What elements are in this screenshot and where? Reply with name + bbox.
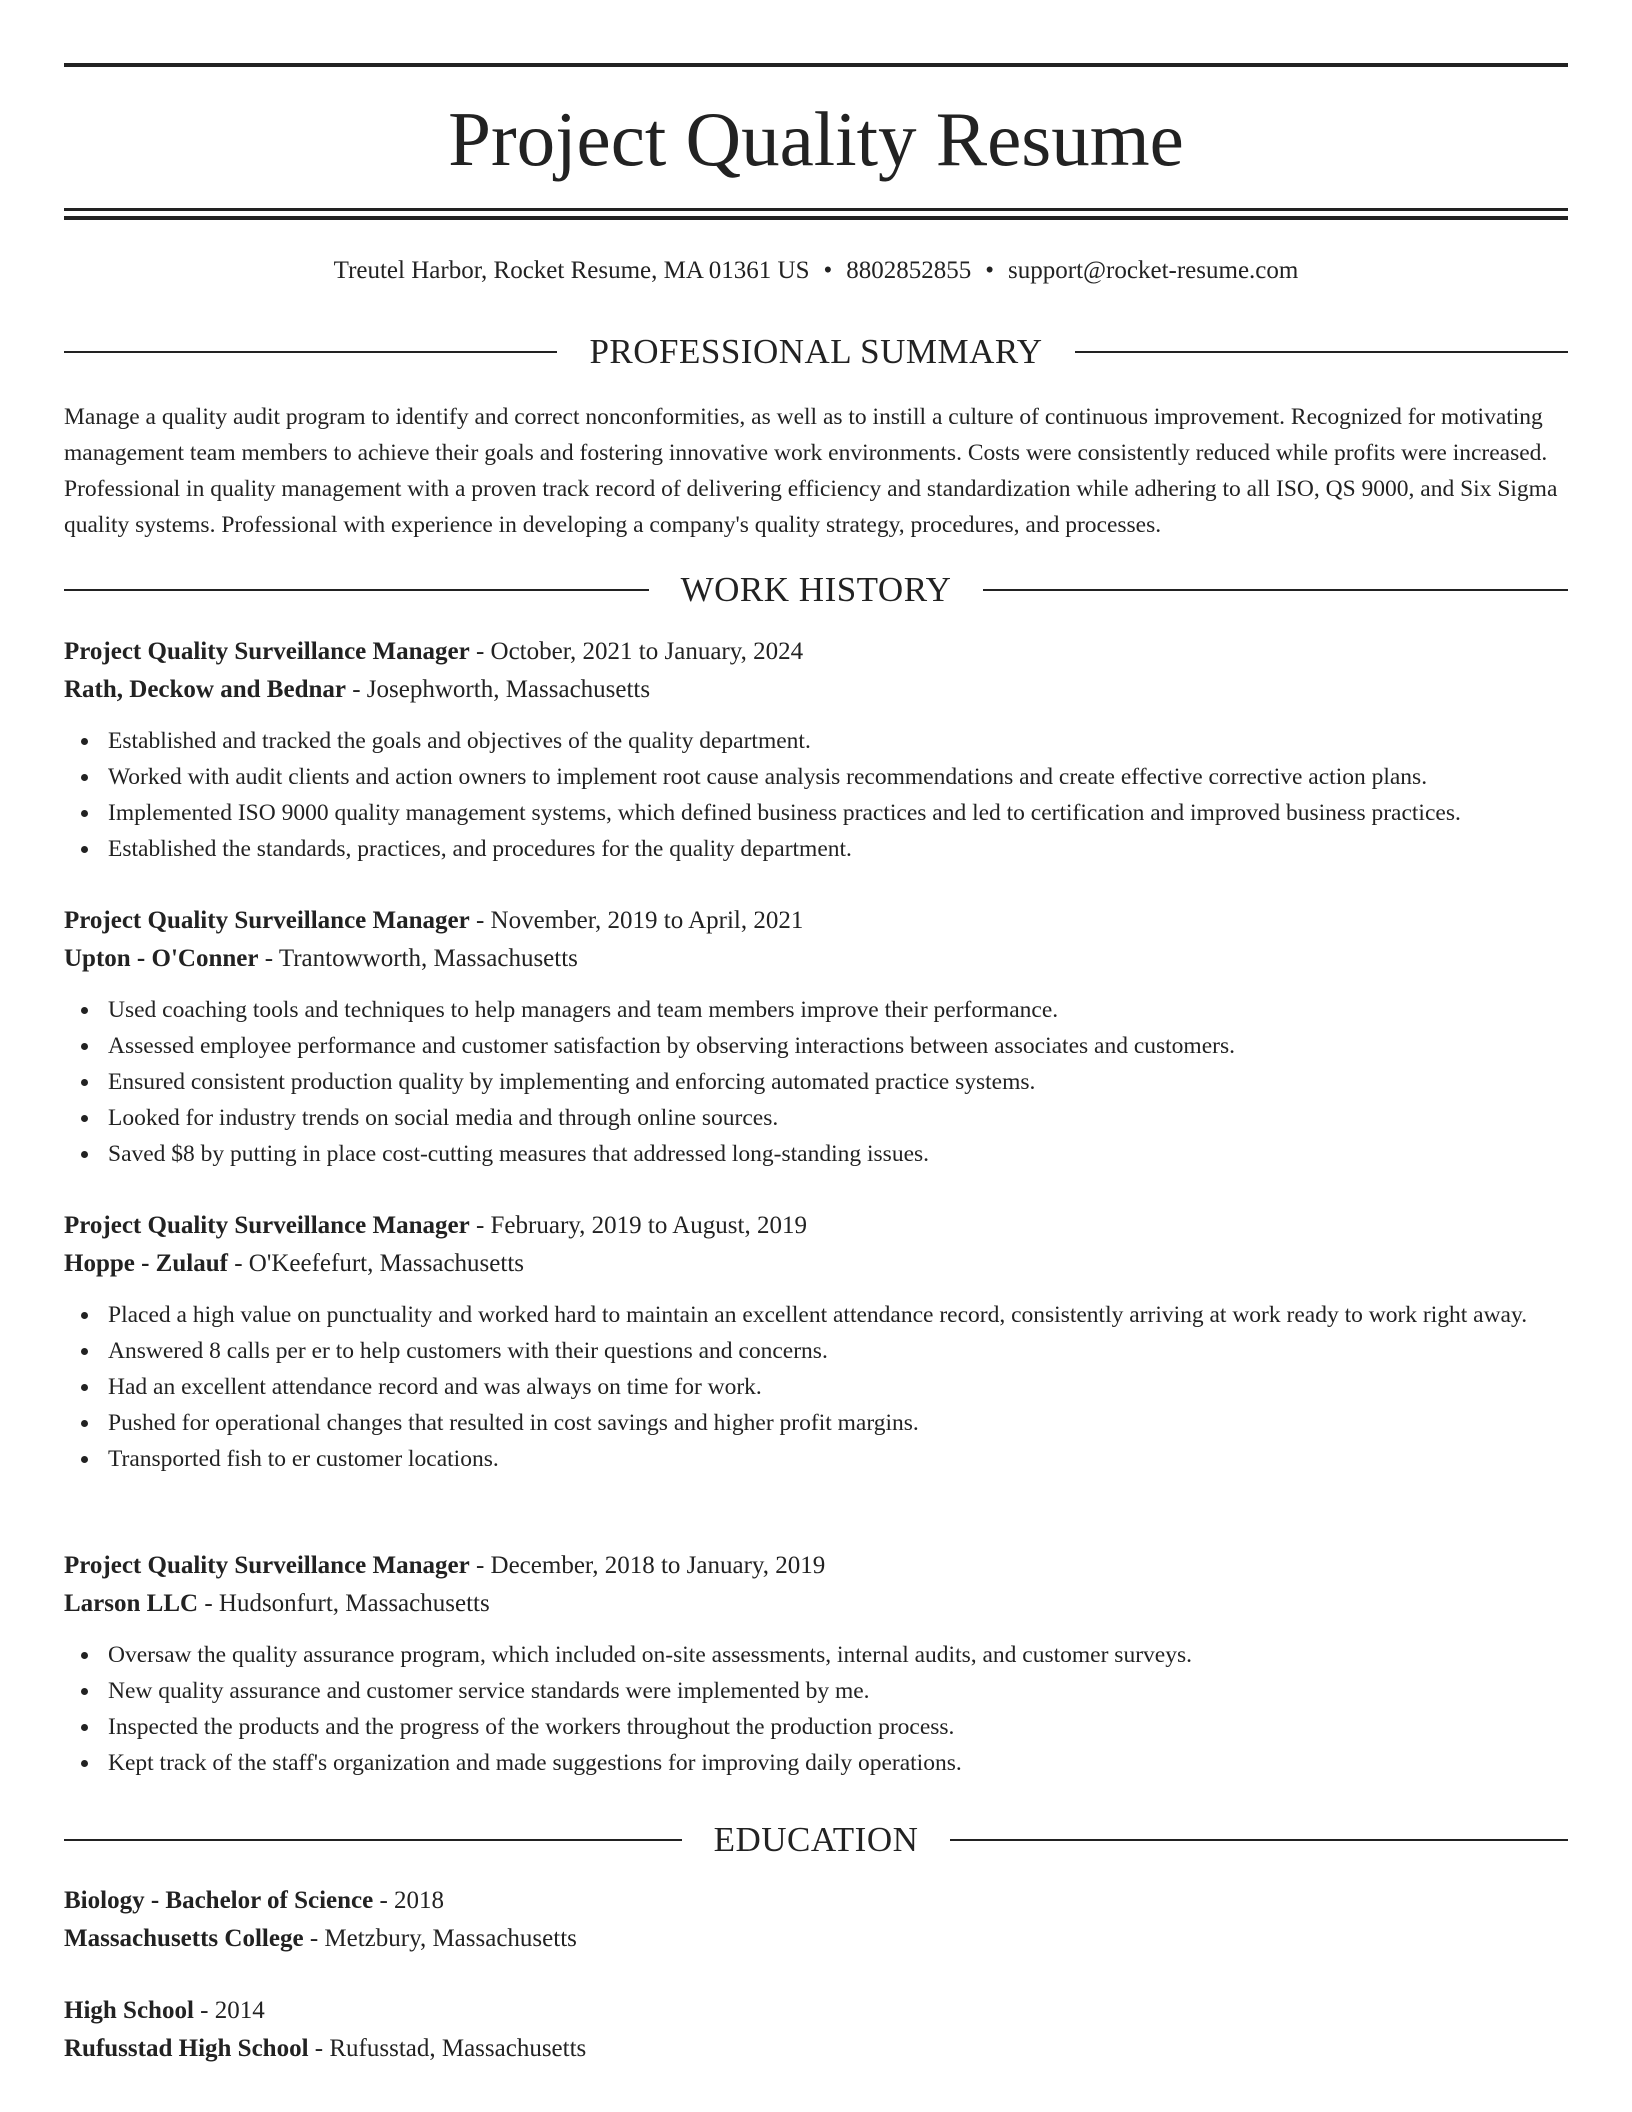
job-dates: - November, 2019 to April, 2021 (469, 907, 804, 934)
job-title-line (64, 633, 1568, 671)
education-location: - Metzbury, Massachusetts (303, 1925, 577, 1952)
job-bullets (64, 723, 1568, 867)
job-location: - O'Keefefurt, Massachusetts (227, 1250, 525, 1277)
job-bullet: Transported fish to er customer locations. (108, 1441, 1568, 1477)
heading-rule-left (64, 1839, 682, 1841)
top-rule (64, 63, 1568, 67)
title-rule-upper (64, 208, 1568, 211)
education-school-line (64, 1920, 1568, 1958)
education-school-line (64, 2030, 1568, 2068)
job-title: Project Quality Surveillance Manager (64, 1212, 470, 1239)
job-bullet: Oversaw the quality assurance program, which included on-site assessments, internal audits, and customer surveys. (108, 1637, 1568, 1673)
resume-title: Project Quality Resume (448, 96, 1184, 182)
job-bullet: Saved $8 by putting in place cost-cutting measures that addressed long-standing issues. (108, 1136, 1568, 1172)
job-dates: - October, 2021 to January, 2024 (469, 638, 804, 665)
job-title: Project Quality Surveillance Manager (64, 1552, 470, 1579)
contact-address: Treutel Harbor, Rocket Resume, MA 01361 US (333, 257, 810, 284)
job-company-line (64, 940, 1568, 978)
job-title: Project Quality Surveillance Manager (64, 638, 470, 665)
education-school: Massachusetts College (64, 1925, 304, 1952)
job-bullets (64, 1637, 1568, 1781)
job-bullet: Looked for industry trends on social media and through online sources. (108, 1100, 1568, 1136)
education-degree-line (64, 1992, 1568, 2030)
contact-phone: 8802852855 (846, 257, 972, 284)
job-bullet: Answered 8 calls per er to help customers with their questions and concerns. (108, 1333, 1568, 1369)
job-company: Hoppe - Zulauf (64, 1250, 228, 1277)
job-company-line (64, 1245, 1568, 1283)
contact-line (64, 253, 1568, 289)
heading-rule-left (64, 589, 649, 591)
contact-separator: • (823, 257, 833, 284)
education-school: Rufusstad High School (64, 2035, 309, 2062)
professional-summary: Manage a quality audit program to identify and correct nonconformities, as well as to instill a culture of continuous improvement. Recognized for motivating management team members to achieve their goals and fostering innovative work environments. Costs were consistently reduced while profits were increased. Professional in quality management with a proven track record of delivering efficiency and standardization while adhering to all ISO, QS 9000, and Six Sigma quality systems. Professional with experience in developing a company's quality strategy, procedures, and processes. (64, 404, 1558, 538)
job-bullet: Assessed employee performance and customer satisfaction by observing interactions between associates and customers. (108, 1028, 1568, 1064)
job-bullet: Had an excellent attendance record and was always on time for work. (108, 1369, 1568, 1405)
title-rule-lower (64, 216, 1568, 220)
job-company-line (64, 671, 1568, 709)
education-year: - 2014 (193, 1997, 265, 2024)
job-bullet: Worked with audit clients and action owners to implement root cause analysis recommendations and create effective corrective action plans. (108, 759, 1568, 795)
summary-heading (64, 330, 1568, 374)
job-entry (64, 1207, 1568, 1477)
job-location: - Hudsonfurt, Massachusetts (198, 1590, 490, 1617)
education-degree: High School (64, 1997, 194, 2024)
summary-heading-label: PROFESSIONAL SUMMARY (589, 332, 1043, 371)
education-entry (64, 1992, 1568, 2068)
job-title-line (64, 902, 1568, 940)
contact-email: support@rocket-resume.com (1008, 257, 1299, 284)
heading-rule-right (950, 1839, 1568, 1841)
job-location: - Trantowworth, Massachusetts (258, 945, 578, 972)
job-dates: - December, 2018 to January, 2019 (469, 1552, 826, 1579)
education-degree-line (64, 1882, 1568, 1920)
education-year: - 2018 (373, 1887, 445, 1914)
job-bullet: Inspected the products and the progress of the workers throughout the production process. (108, 1709, 1568, 1745)
job-entry (64, 1547, 1568, 1781)
job-title-line (64, 1207, 1568, 1245)
job-title-line (64, 1547, 1568, 1585)
job-bullet: Kept track of the staff's organization and made suggestions for improving daily operations. (108, 1745, 1568, 1781)
work-history-heading (64, 568, 1568, 612)
job-entry (64, 633, 1568, 867)
job-dates: - February, 2019 to August, 2019 (469, 1212, 807, 1239)
job-company: Larson LLC (64, 1590, 199, 1617)
heading-rule-right (983, 589, 1568, 591)
job-bullets (64, 1297, 1568, 1477)
heading-rule-left (64, 351, 557, 353)
heading-rule-right (1075, 351, 1568, 353)
job-bullet: Established and tracked the goals and objectives of the quality department. (108, 723, 1568, 759)
contact-separator: • (985, 257, 995, 284)
job-bullets (64, 992, 1568, 1172)
job-company: Upton - O'Conner (64, 945, 259, 972)
job-bullet: Established the standards, practices, and procedures for the quality department. (108, 831, 1568, 867)
job-company-line (64, 1585, 1568, 1623)
job-bullet: Ensured consistent production quality by implementing and enforcing automated practice systems. (108, 1064, 1568, 1100)
education-heading (64, 1818, 1568, 1862)
education-entry (64, 1882, 1568, 1958)
job-bullet: Pushed for operational changes that resulted in cost savings and higher profit margins. (108, 1405, 1568, 1441)
job-bullet: Placed a high value on punctuality and worked hard to maintain an excellent attendance record, consistently arriving at work ready to work right away. (108, 1297, 1568, 1333)
education-heading-label: EDUCATION (713, 1820, 919, 1859)
education-location: - Rufusstad, Massachusetts (308, 2035, 587, 2062)
job-entry (64, 902, 1568, 1172)
job-bullet: Implemented ISO 9000 quality management systems, which defined business practices and led to certification and improved business practices. (108, 795, 1568, 831)
job-bullet: Used coaching tools and techniques to help managers and team members improve their performance. (108, 992, 1568, 1028)
work-history-heading-label: WORK HISTORY (680, 570, 952, 609)
job-bullet: New quality assurance and customer service standards were implemented by me. (108, 1673, 1568, 1709)
job-company: Rath, Deckow and Bednar (64, 676, 346, 703)
education-degree: Biology - Bachelor of Science (64, 1887, 374, 1914)
job-location: - Josephworth, Massachusetts (345, 676, 651, 703)
job-title: Project Quality Surveillance Manager (64, 907, 470, 934)
